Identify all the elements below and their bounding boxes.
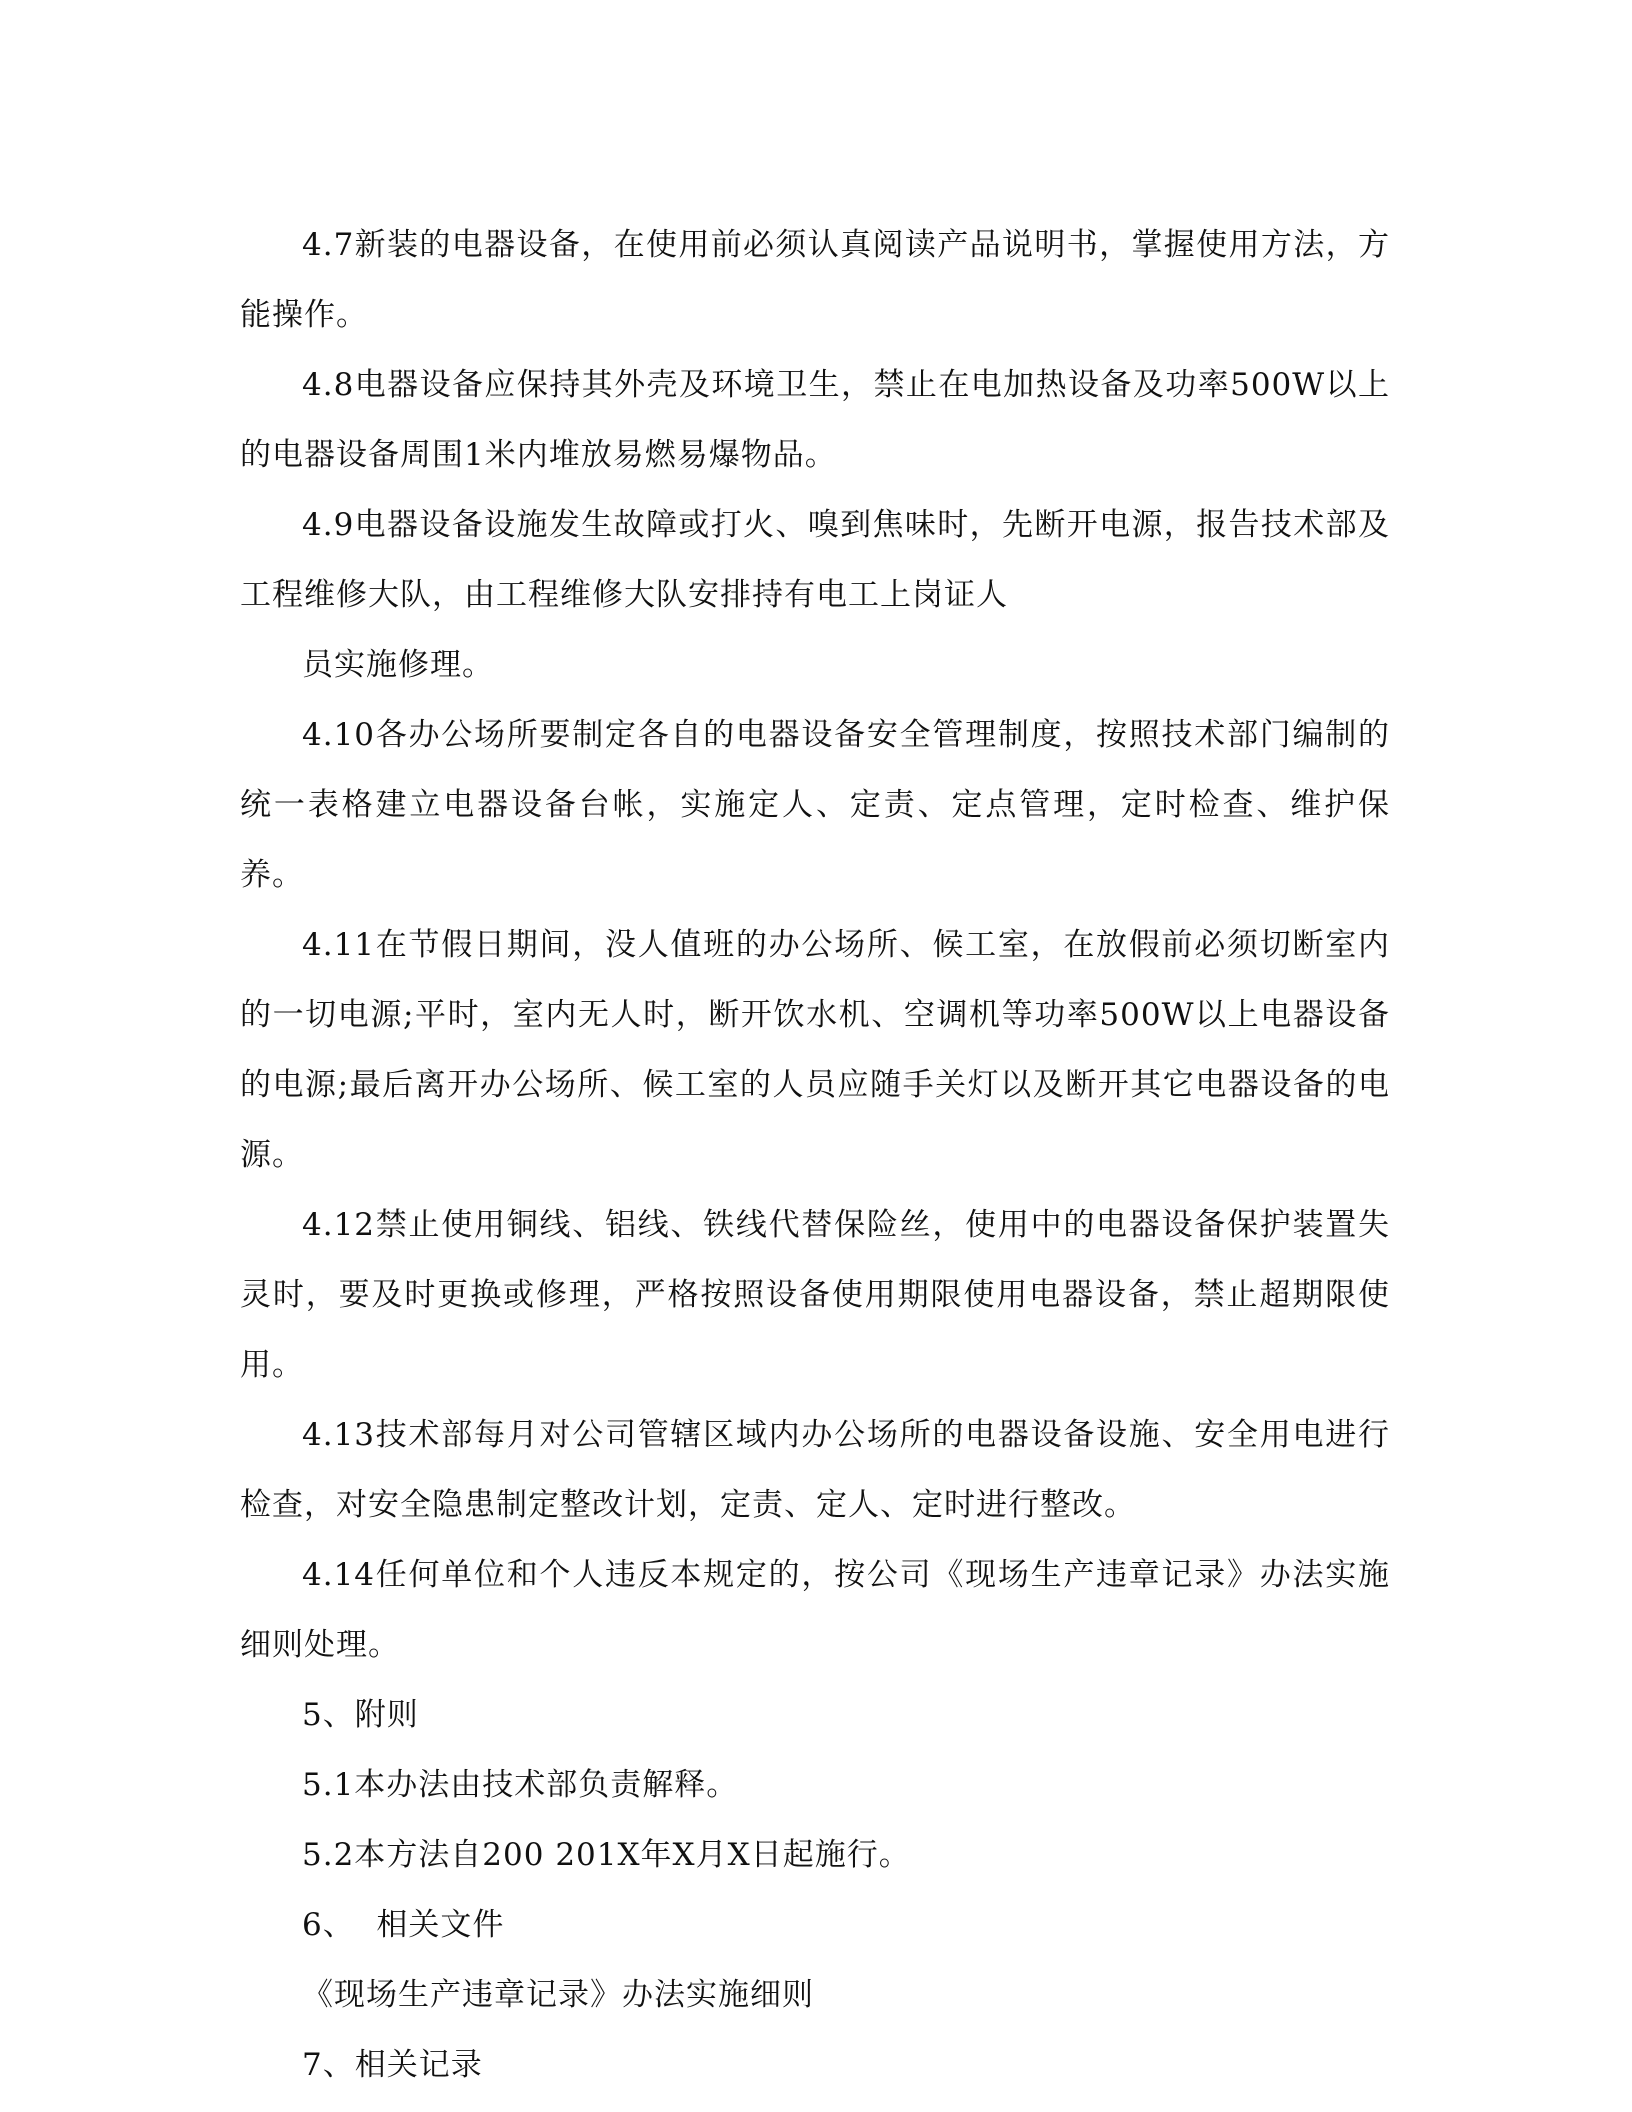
paragraph-4-9: 4.9电器设备设施发生故障或打火、嗅到焦味时，先断开电源，报告技术部及工程维修大队，由工程维修大队安排持有电工上岗证人 [240,507,1390,613]
section-heading-6: 6、 相关文件 [302,1907,505,1943]
paragraph-5-1: 5.1本办法由技术部负责解释。 [302,1767,739,1803]
section-heading-5: 5、附则 [302,1697,419,1733]
paragraph-4-11: 4.11在节假日期间，没人值班的办公场所、候工室，在放假前必须切断室内的一切电源;平时，室内无人时，断开饮水机、空调机等功率500W以上电器设备的电源;最后离开办公场所、候工室的人员应随手关灯以及断开其它电器设备的电源。 [240,927,1390,1173]
paragraph-5-2: 5.2本方法自200 201X年X月X日起施行。 [302,1837,911,1873]
paragraph-4-12: 4.12禁止使用铜线、铝线、铁线代替保险丝，使用中的电器设备保护装置失灵时，要及时更换或修理，严格按照设备使用期限使用电器设备，禁止超期限使用。 [240,1207,1390,1383]
document-body [240,210,1390,2100]
paragraph-4-9-continued: 员实施修理。 [302,647,494,683]
section-heading-7: 7、相关记录 [302,2047,483,2083]
paragraph-4-10: 4.10各办公场所要制定各自的电器设备安全管理制度，按照技术部门编制的统一表格建立电器设备台帐，实施定人、定责、定点管理，定时检查、维护保养。 [240,717,1390,893]
paragraph-4-8: 4.8电器设备应保持其外壳及环境卫生，禁止在电加热设备及功率500W以上的电器设备周围1米内堆放易燃易爆物品。 [240,367,1390,473]
related-document-item: 《现场生产违章记录》办法实施细则 [302,1977,814,2013]
paragraph-4-14: 4.14任何单位和个人违反本规定的，按公司《现场生产违章记录》办法实施细则处理。 [240,1557,1390,1663]
paragraph-4-7: 4.7新装的电器设备，在使用前必须认真阅读产品说明书，掌握使用方法，方能操作。 [240,227,1390,333]
paragraph-4-13: 4.13技术部每月对公司管辖区域内办公场所的电器设备设施、安全用电进行检查，对安全隐患制定整改计划，定责、定人、定时进行整改。 [240,1417,1390,1523]
